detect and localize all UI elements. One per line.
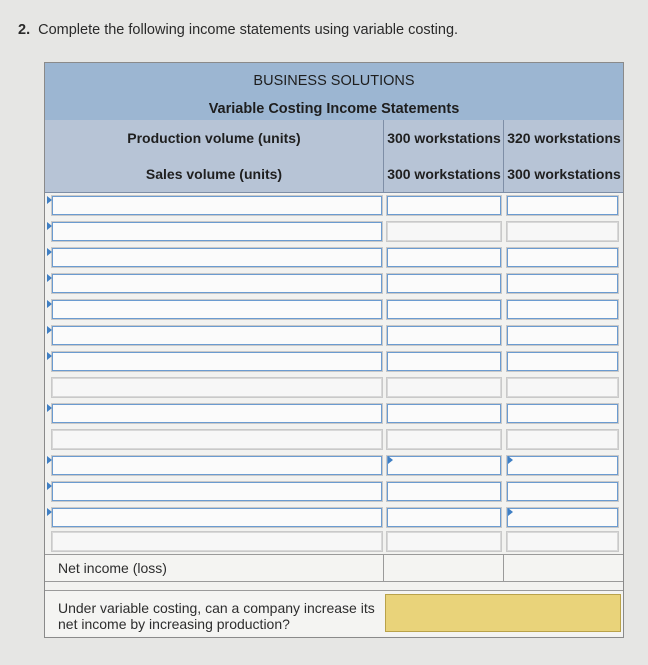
amount-input-col2[interactable] xyxy=(506,531,619,552)
production-volume-row xyxy=(45,120,623,157)
amount-input-col1[interactable] xyxy=(386,403,502,424)
sales-volume-col2: 300 workstations xyxy=(503,156,624,192)
table-row xyxy=(45,505,623,531)
dropdown-marker-icon xyxy=(47,508,52,516)
table-row xyxy=(45,297,623,323)
amount-input-col1[interactable] xyxy=(386,273,502,294)
followup-question-row xyxy=(45,590,623,635)
dropdown-marker-icon xyxy=(47,222,52,230)
table-row xyxy=(45,323,623,349)
line-item-label-input[interactable] xyxy=(51,273,383,294)
table-row xyxy=(45,427,623,453)
amount-input-col1[interactable] xyxy=(386,247,502,268)
table-row xyxy=(45,529,623,555)
amount-input-col2[interactable] xyxy=(506,325,619,346)
statement-title: Variable Costing Income Statements xyxy=(45,96,623,121)
table-row xyxy=(45,453,623,479)
amount-input-col1[interactable] xyxy=(386,325,502,346)
question-prompt xyxy=(18,22,458,38)
line-item-label-input[interactable] xyxy=(51,325,383,346)
net-income-col2[interactable] xyxy=(503,555,624,581)
net-income-col1[interactable] xyxy=(383,555,504,581)
amount-input-col1[interactable] xyxy=(386,531,502,552)
line-item-label-input[interactable] xyxy=(51,531,383,552)
amount-input-col2[interactable] xyxy=(506,481,619,502)
dropdown-marker-icon xyxy=(47,274,52,282)
sales-volume-col1: 300 workstations xyxy=(383,156,504,192)
table-row xyxy=(45,401,623,427)
company-title: BUSINESS SOLUTIONS xyxy=(45,63,623,97)
dropdown-marker-icon xyxy=(47,196,52,204)
sales-volume-row xyxy=(45,156,623,193)
table-row xyxy=(45,219,623,245)
net-income-label: Net income (loss) xyxy=(58,560,167,576)
amount-input-col2[interactable] xyxy=(506,299,619,320)
production-volume-col1: 300 workstations xyxy=(383,120,504,156)
amount-input-col2[interactable] xyxy=(506,507,619,528)
amount-input-col1[interactable] xyxy=(386,299,502,320)
dropdown-marker-icon xyxy=(508,508,513,516)
amount-input-col1[interactable] xyxy=(386,507,502,528)
line-item-label-input[interactable] xyxy=(51,481,383,502)
dropdown-marker-icon xyxy=(47,404,52,412)
amount-input-col2[interactable] xyxy=(506,195,619,216)
amount-input-col1[interactable] xyxy=(386,429,502,450)
production-volume-label: Production volume (units) xyxy=(127,129,301,146)
table-row xyxy=(45,479,623,505)
income-statement-table xyxy=(44,62,624,638)
amount-input-col2[interactable] xyxy=(506,221,619,242)
question-number: 2. xyxy=(18,22,31,38)
amount-input-col2[interactable] xyxy=(506,429,619,450)
amount-input-col1[interactable] xyxy=(386,221,502,242)
dropdown-marker-icon xyxy=(47,482,52,490)
table-row xyxy=(45,349,623,375)
table-row xyxy=(45,245,623,271)
line-item-label-input[interactable] xyxy=(51,455,383,476)
amount-input-col1[interactable] xyxy=(386,377,502,398)
line-item-label-input[interactable] xyxy=(51,351,383,372)
line-item-label-input[interactable] xyxy=(51,403,383,424)
line-item-label-input[interactable] xyxy=(51,429,383,450)
amount-input-col1[interactable] xyxy=(386,351,502,372)
amount-input-col1[interactable] xyxy=(386,481,502,502)
question-text: Complete the following income statements using variable costing. xyxy=(38,22,459,38)
amount-input-col1[interactable] xyxy=(386,455,502,476)
line-item-label-input[interactable] xyxy=(51,221,383,242)
amount-input-col2[interactable] xyxy=(506,377,619,398)
followup-question-label: Under variable costing, can a company increase its net income by increasing production? xyxy=(58,600,375,632)
dropdown-marker-icon xyxy=(47,248,52,256)
amount-input-col2[interactable] xyxy=(506,351,619,372)
production-volume-col2: 320 workstations xyxy=(503,120,624,156)
table-row xyxy=(45,271,623,297)
line-item-label-input[interactable] xyxy=(51,247,383,268)
dropdown-marker-icon xyxy=(388,456,393,464)
followup-answer-field[interactable] xyxy=(385,594,621,632)
net-income-row xyxy=(45,554,623,582)
amount-input-col2[interactable] xyxy=(506,455,619,476)
line-item-label-input[interactable] xyxy=(51,195,383,216)
dropdown-marker-icon xyxy=(508,456,513,464)
dropdown-marker-icon xyxy=(47,456,52,464)
line-item-label-input[interactable] xyxy=(51,299,383,320)
line-item-label-input[interactable] xyxy=(51,507,383,528)
amount-input-col2[interactable] xyxy=(506,247,619,268)
table-row xyxy=(45,375,623,401)
dropdown-marker-icon xyxy=(47,326,52,334)
dropdown-marker-icon xyxy=(47,300,52,308)
sales-volume-label: Sales volume (units) xyxy=(145,165,283,182)
table-row xyxy=(45,193,623,219)
amount-input-col1[interactable] xyxy=(386,195,502,216)
amount-input-col2[interactable] xyxy=(506,273,619,294)
amount-input-col2[interactable] xyxy=(506,403,619,424)
dropdown-marker-icon xyxy=(47,352,52,360)
line-item-label-input[interactable] xyxy=(51,377,383,398)
